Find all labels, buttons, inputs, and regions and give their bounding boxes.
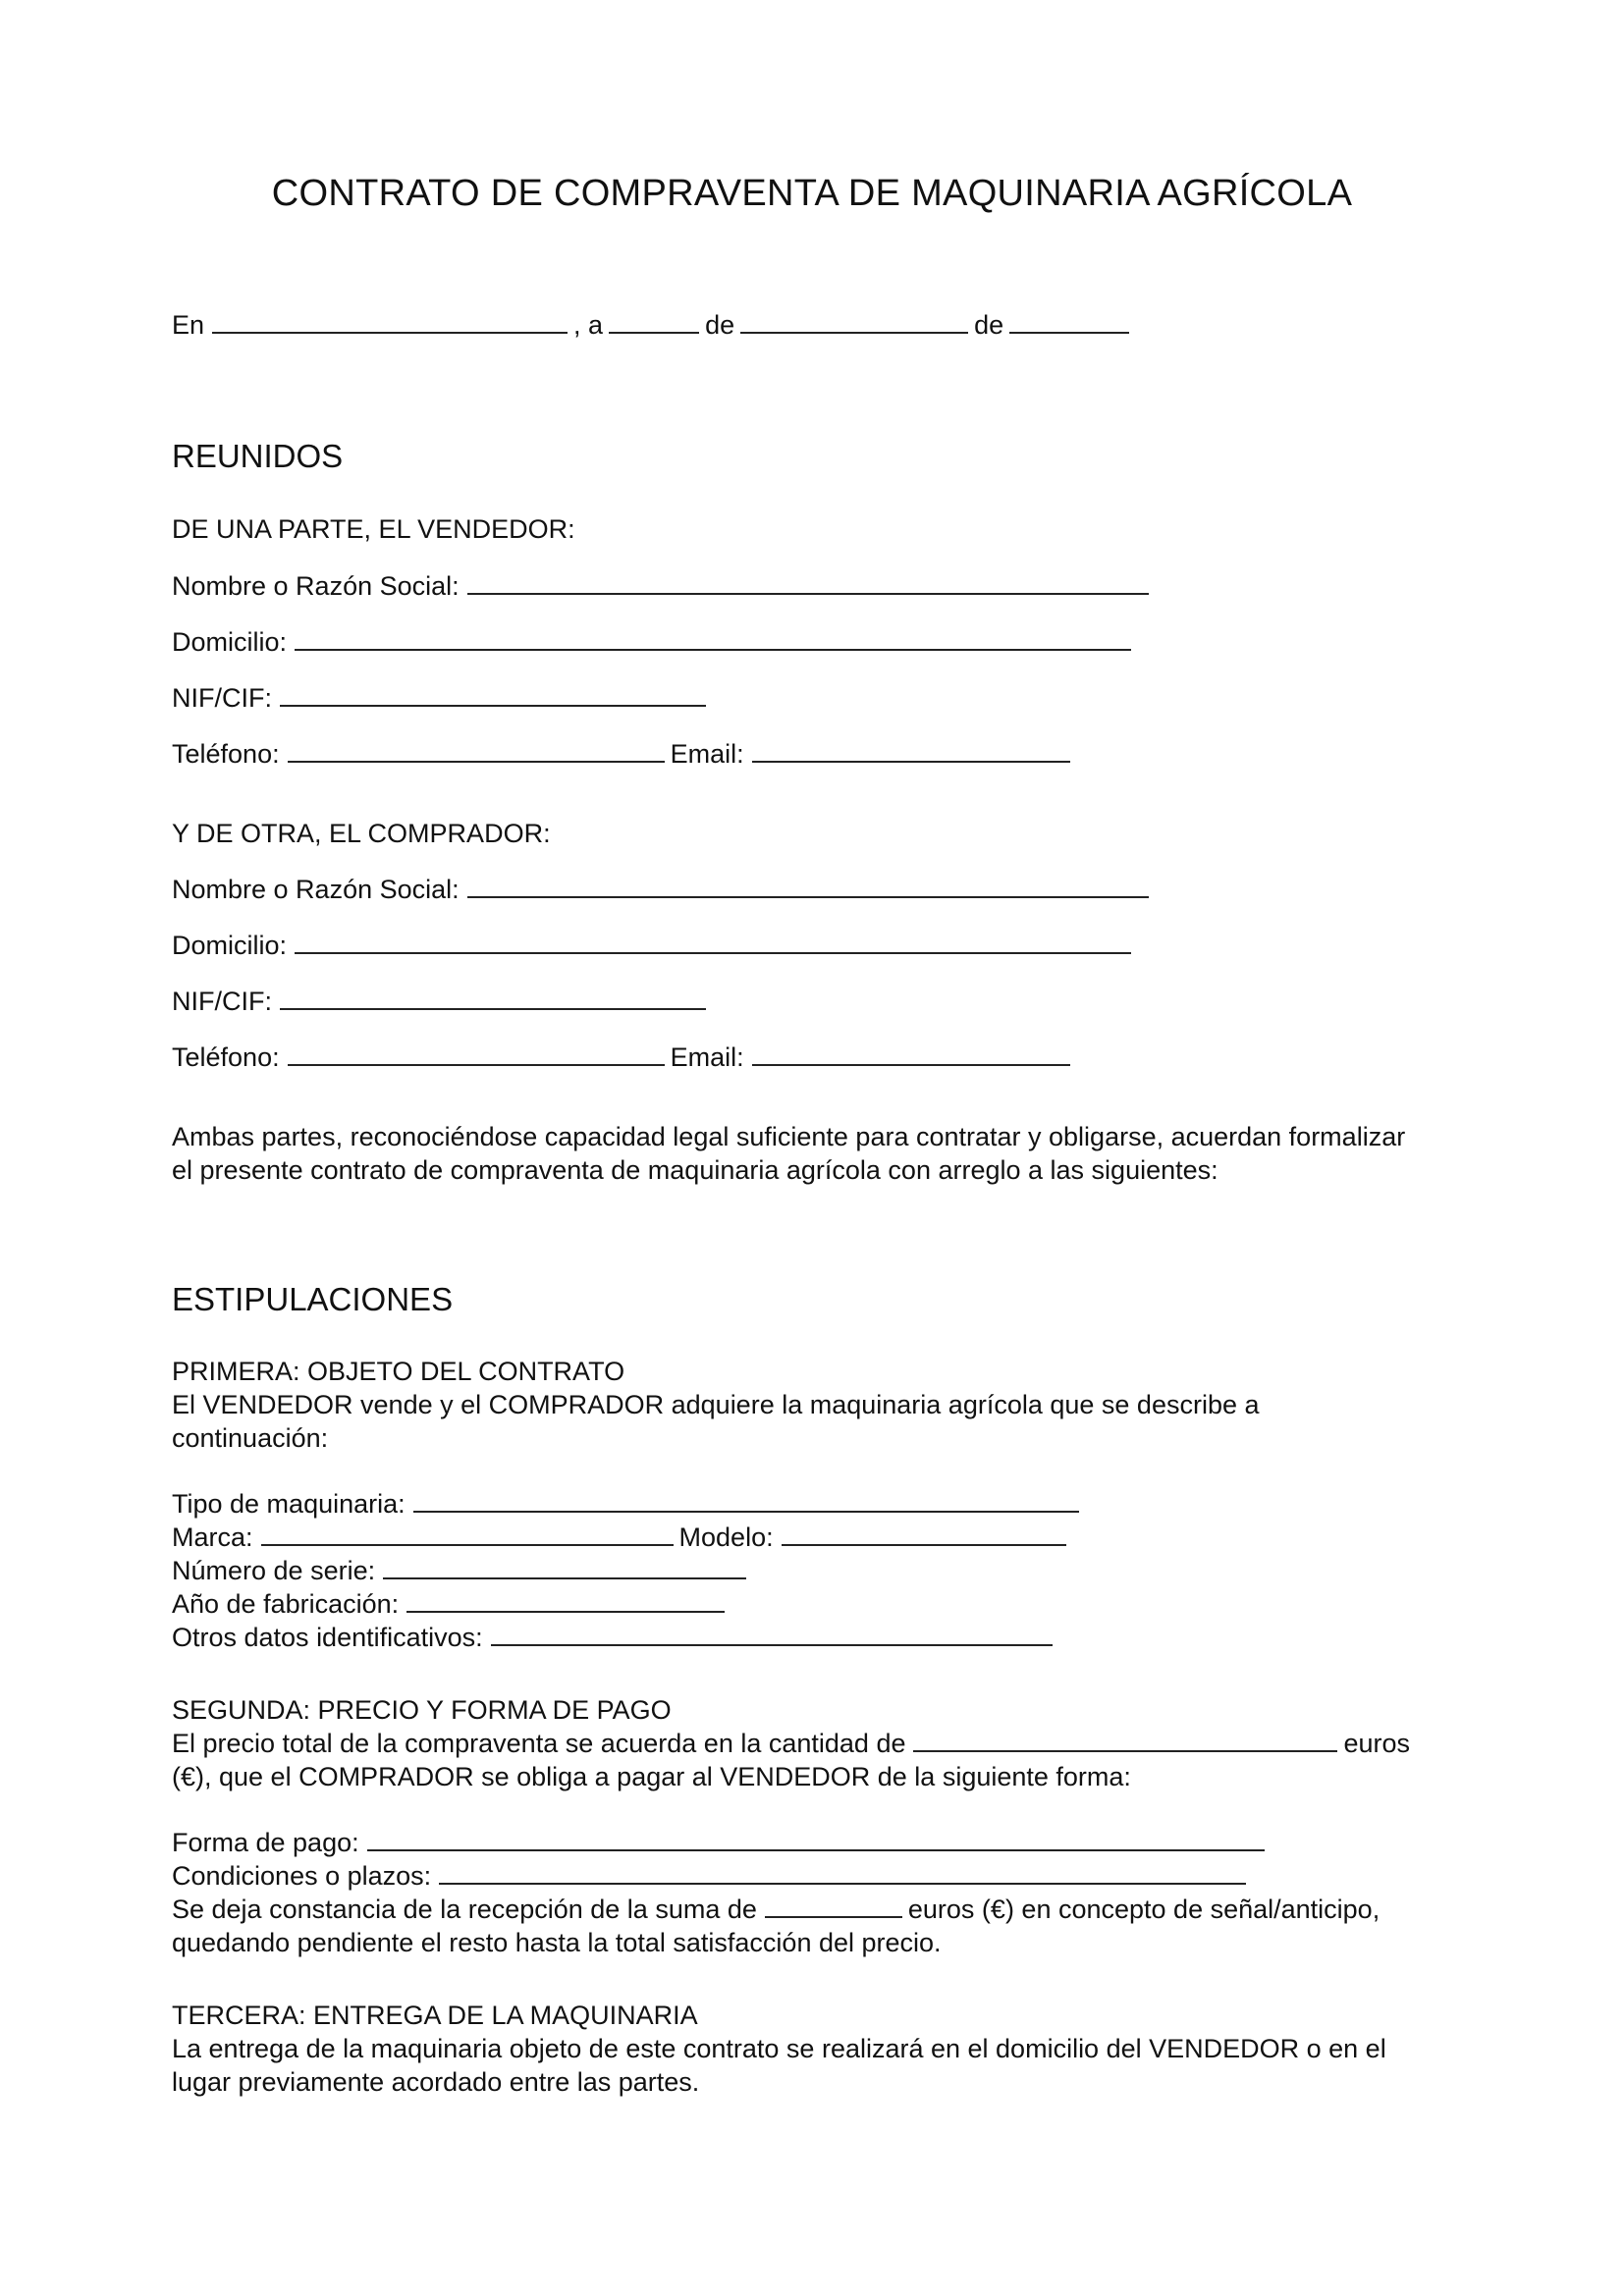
vendedor-domicilio-line (172, 625, 1137, 659)
otros-blank[interactable] (491, 1621, 1053, 1646)
modelo-label: Modelo: (678, 1522, 774, 1552)
senal-label: Se deja constancia de la recepción de la suma de (172, 1895, 757, 1924)
year-blank[interactable] (1009, 308, 1129, 334)
estipulaciones-heading: ESTIPULACIONES (172, 1281, 454, 1317)
comprador-domicilio-blank[interactable] (295, 929, 1131, 954)
vendedor-email-label: Email: (670, 739, 744, 769)
otros-label: Otros datos identificativos: (172, 1623, 483, 1652)
month-blank[interactable] (740, 308, 968, 334)
vendedor-domicilio-blank[interactable] (295, 625, 1131, 651)
comprador-email-blank[interactable] (752, 1041, 1070, 1066)
comprador-nombre-blank[interactable] (467, 873, 1149, 898)
forma-blank[interactable] (367, 1826, 1265, 1851)
ambas-partes-line-2: el presente contrato de compraventa de maquinaria agrícola con arreglo a las siguientes: (172, 1155, 1218, 1185)
senal-line-1 (172, 1893, 1380, 1926)
vendedor-domicilio-label: Domicilio: (172, 627, 288, 657)
precio-euros-label: euros (1343, 1729, 1411, 1758)
vendedor-nombre-blank[interactable] (467, 569, 1149, 595)
vendedor-nif-line (172, 681, 712, 715)
tercera-text-2: lugar previamente acordado entre las partes. (172, 2067, 700, 2097)
day-blank[interactable] (609, 308, 699, 334)
place-blank[interactable] (212, 308, 568, 334)
ambas-partes-line-1: Ambas partes, reconociéndose capacidad legal suficiente para contratar y obligarse, acuerdan formalizar (172, 1122, 1406, 1151)
vendedor-nombre-label: Nombre o Razón Social: (172, 571, 460, 601)
anio-blank[interactable] (406, 1587, 725, 1613)
senal-euros-label: euros (€) en concepto de señal/anticipo, (907, 1895, 1380, 1924)
comprador-domicilio-label: Domicilio: (172, 931, 288, 960)
vendedor-nif-blank[interactable] (280, 681, 706, 707)
marca-modelo-line (172, 1521, 1072, 1554)
tipo-line (172, 1487, 1085, 1521)
comprador-telefono-blank[interactable] (288, 1041, 665, 1066)
forma-line (172, 1826, 1271, 1859)
vendedor-telefono-blank[interactable] (288, 737, 665, 763)
document-title: CONTRATO DE COMPRAVENTA DE MAQUINARIA AGRÍCOLA (271, 173, 1353, 214)
date-a-label: , a (573, 310, 604, 340)
tercera-text-1: La entrega de la maquinaria objeto de este contrato se realizará en el domicilio del VENDEDOR o en el (172, 2034, 1386, 2063)
date-line (172, 308, 1135, 342)
marca-blank[interactable] (261, 1521, 674, 1546)
vendedor-telefono-label: Teléfono: (172, 739, 280, 769)
serie-line (172, 1554, 752, 1587)
precio-line-1 (172, 1727, 1410, 1760)
precio-blank[interactable] (913, 1727, 1337, 1752)
anio-label: Año de fabricación: (172, 1589, 400, 1619)
vendedor-email-blank[interactable] (752, 737, 1070, 763)
date-de-label: de (705, 310, 735, 340)
comprador-label: Y DE OTRA, EL COMPRADOR: (172, 819, 551, 848)
tercera-title: TERCERA: ENTREGA DE LA MAQUINARIA (172, 2001, 698, 2030)
senal-line-2: quedando pendiente el resto hasta la total satisfacción del precio. (172, 1928, 942, 1957)
vendedor-telefono-line (172, 737, 1076, 771)
tipo-label: Tipo de maquinaria: (172, 1489, 406, 1519)
condiciones-line (172, 1859, 1252, 1893)
precio-line-2: (€), que el COMPRADOR se obliga a pagar al VENDEDOR de la siguiente forma: (172, 1762, 1131, 1791)
comprador-nombre-line (172, 873, 1155, 906)
comprador-telefono-label: Teléfono: (172, 1042, 280, 1072)
vendedor-nif-label: NIF/CIF: (172, 683, 272, 713)
comprador-domicilio-line (172, 929, 1137, 962)
comprador-nif-label: NIF/CIF: (172, 987, 272, 1016)
date-de-label-2: de (974, 310, 1004, 340)
modelo-blank[interactable] (782, 1521, 1066, 1546)
primera-title: PRIMERA: OBJETO DEL CONTRATO (172, 1357, 625, 1386)
reunidos-heading: REUNIDOS (172, 438, 344, 474)
date-en-label: En (172, 310, 205, 340)
tipo-blank[interactable] (413, 1487, 1079, 1513)
comprador-nif-blank[interactable] (280, 985, 706, 1010)
forma-label: Forma de pago: (172, 1828, 359, 1857)
anio-line (172, 1587, 731, 1621)
condiciones-label: Condiciones o plazos: (172, 1861, 432, 1891)
senal-blank[interactable] (765, 1893, 902, 1918)
comprador-nif-line (172, 985, 712, 1018)
segunda-title: SEGUNDA: PRECIO Y FORMA DE PAGO (172, 1695, 672, 1725)
precio-label: El precio total de la compraventa se acuerda en la cantidad de (172, 1729, 906, 1758)
condiciones-blank[interactable] (439, 1859, 1246, 1885)
serie-blank[interactable] (383, 1554, 746, 1579)
primera-text-2: continuación: (172, 1423, 329, 1453)
vendedor-nombre-line (172, 569, 1155, 603)
vendedor-label: DE UNA PARTE, EL VENDEDOR: (172, 514, 575, 544)
primera-text-1: El VENDEDOR vende y el COMPRADOR adquiere la maquinaria agrícola que se describe a (172, 1390, 1260, 1419)
comprador-nombre-label: Nombre o Razón Social: (172, 875, 460, 904)
otros-line (172, 1621, 1058, 1654)
marca-label: Marca: (172, 1522, 253, 1552)
serie-label: Número de serie: (172, 1556, 376, 1585)
comprador-email-label: Email: (670, 1042, 744, 1072)
comprador-telefono-line (172, 1041, 1076, 1074)
